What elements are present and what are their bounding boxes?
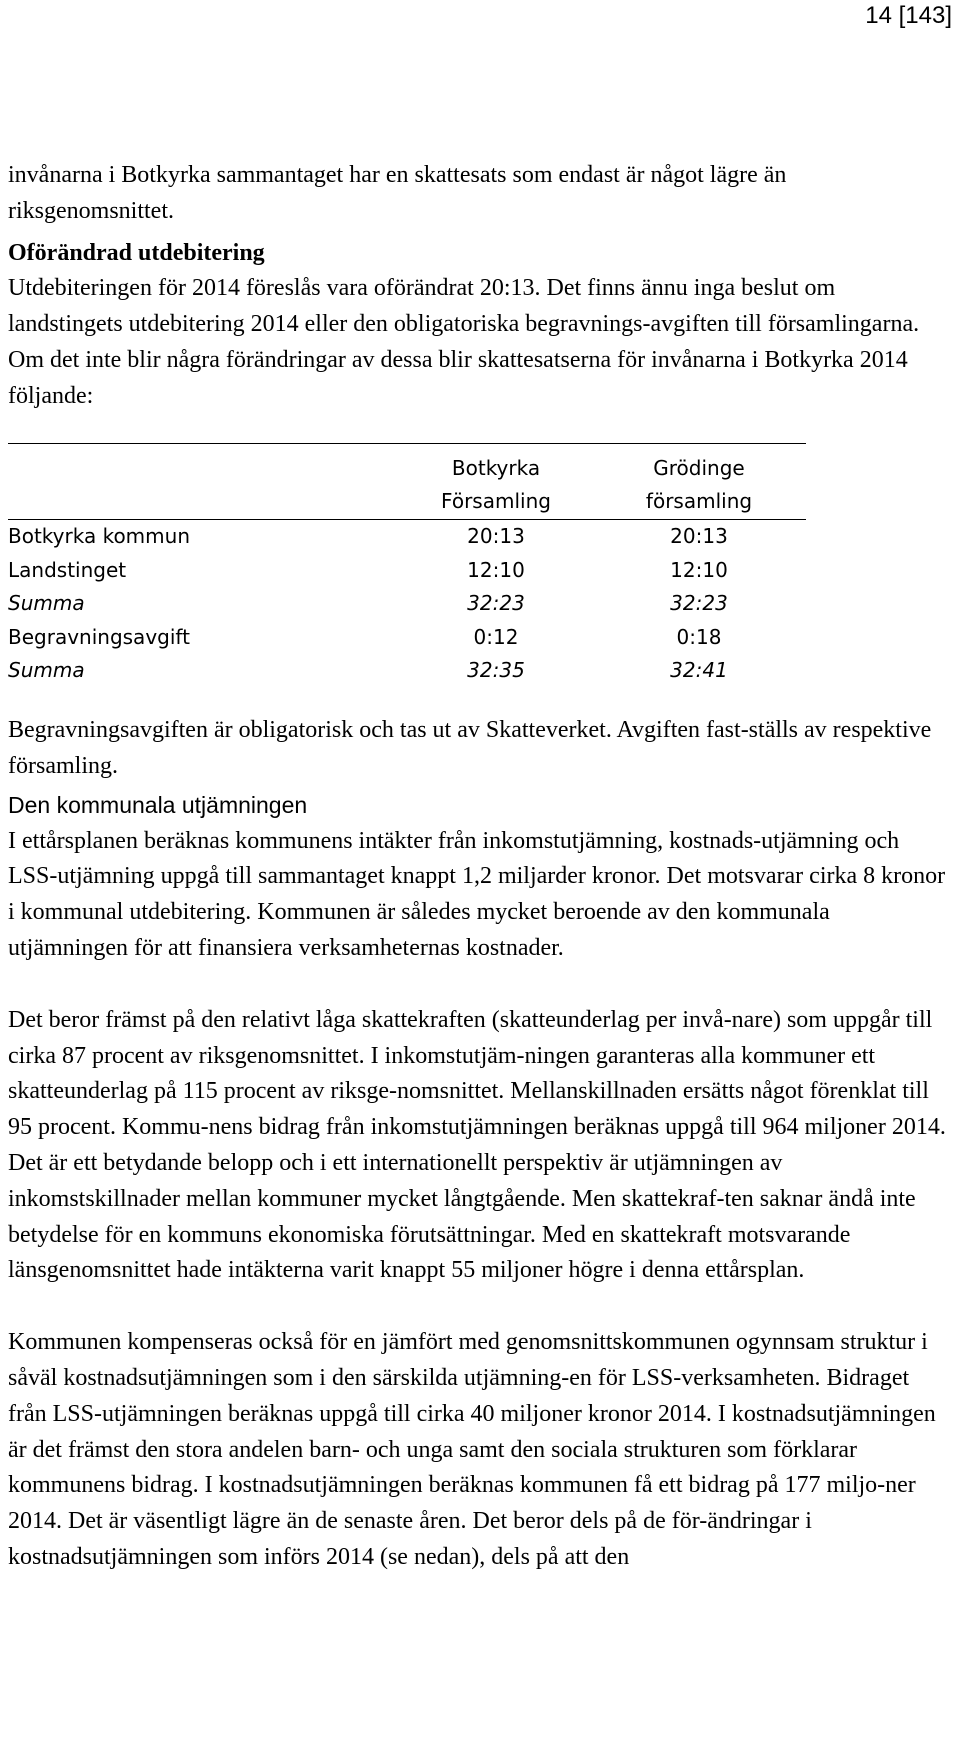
paragraph-tax-rate: Utdebiteringen för 2014 föreslås vara oförändrat 20:13. Det finns ännu inga beslut om landstingets utdebitering 2014 eller den obligatoriska begravnings-avgiften till församlingarna. Om det inte blir några förändringar av dessa blir skattesatserna för invånarna i Botkyrka 2014 följande: — [8, 275, 920, 409]
row-label: Summa — [8, 658, 85, 683]
grodinge-value: 12:10 — [670, 557, 728, 582]
table-row-sum — [8, 587, 806, 621]
paragraph-tax-capacity: Det beror främst på den relativt låga skattekraften (skatteunderlag per invå-nare) som uppgår till cirka 87 procent av riksgenomsnittet. I inkomstutjäm-ningen garanteras alla kommuner ett skatteunderlag på 115 procent av riksge-nomsnittet. Mellanskillnaden ersätts något förenklat till 95 procent. Kommu-nens bidrag från inkomstutjämningen beräknas uppgå till 964 miljoner 2014. Det är ett betydande belopp och i ett internationellt perspektiv är utjämningen av inkomstskillnader mellan kommuner mycket långtgående. Men skattekraf-ten saknar ändå inte betydelse för en kommuns ekonomiska förutsättningar. Med en skattekraft motsvarande länsgenomsnittet hade intäkterna varit knappt 55 miljoner högre i denna ettårsplan. — [8, 1006, 946, 1284]
row-label: Begravningsavgift — [8, 624, 190, 649]
paragraph-cost-equalization: Kommunen kompenseras också för en jämfört med genomsnittskommunen ogynnsam struktur i såväl kostnadsutjämningen som i den särskilda utjämning-en för LSS-verksamheten. Bidraget från LSS-utjämningen beräknas uppgå till cirka 40 miljoner kronor 2014. I kostnadsutjämningen är det främst den stora andelen barn- och unga samt den sociala strukturen som förklarar kommunens bidrag. I kostnadsutjämningen beräknas kommunen få ett bidrag på 177 miljo-ner 2014. Det är väsentligt lägre än de senaste åren. Det beror dels på de för-ändringar i kostnadsutjämningen som införs 2014 (se nedan), dels på att den — [8, 1329, 936, 1571]
botkyrka-value: 0:12 — [473, 624, 519, 649]
botkyrka-value: 32:23 — [467, 591, 525, 616]
botkyrka-value: 20:13 — [467, 524, 525, 549]
row-label: Summa — [8, 591, 85, 616]
grodinge-value: 32:23 — [670, 591, 728, 616]
table-header-empty — [8, 485, 400, 519]
table-header-grodinge-line1: Grödinge — [653, 455, 745, 480]
table-header-grodinge-line2: församling — [592, 485, 806, 519]
grodinge-value: 20:13 — [670, 524, 728, 549]
paragraph-equalization-income: I ettårsplanen beräknas kommunens intäkter från inkomstutjämning, kostnads-utjämning och LSS-utjämning uppgå till sammantaget knappt 1,2 miljarder kronor. Det motsvarar cirka 8 kronor i kommunal utdebitering. Kommunen är således mycket beroende av den kommunala utjämningen för att finansiera verksamheternas kostnader. — [8, 827, 946, 962]
paragraph-burial-fee: Begravningsavgiften är obligatorisk och tas ut av Skatteverket. Avgiften fast-ställs av respektive församling. — [8, 717, 932, 779]
heading-unchanged-tax: Oförändrad utdebitering — [8, 239, 265, 266]
document-body — [8, 158, 952, 1576]
table-row — [8, 620, 806, 654]
grodinge-value: 0:18 — [676, 624, 722, 649]
botkyrka-value: 32:35 — [467, 658, 525, 683]
page-number: 14 [143] — [865, 2, 952, 29]
table-header-botkyrka-line1: Botkyrka — [451, 455, 541, 480]
table-row — [8, 553, 806, 587]
grodinge-value: 32:41 — [670, 658, 728, 683]
table-row — [8, 519, 806, 553]
tax-rate-table — [8, 443, 806, 688]
row-label: Botkyrka kommun — [8, 524, 190, 549]
paragraph-intro: invånarna i Botkyrka sammantaget har en skattesats som endast är något lägre än riksgenomsnittet. — [8, 162, 787, 224]
table-header-botkyrka-line2: Församling — [400, 485, 592, 519]
botkyrka-value: 12:10 — [467, 557, 525, 582]
row-label: Landstinget — [8, 557, 127, 582]
table-header-empty — [8, 443, 400, 485]
heading-municipal-equalization: Den kommunala utjämningen — [8, 791, 308, 818]
table-row-sum — [8, 654, 806, 688]
